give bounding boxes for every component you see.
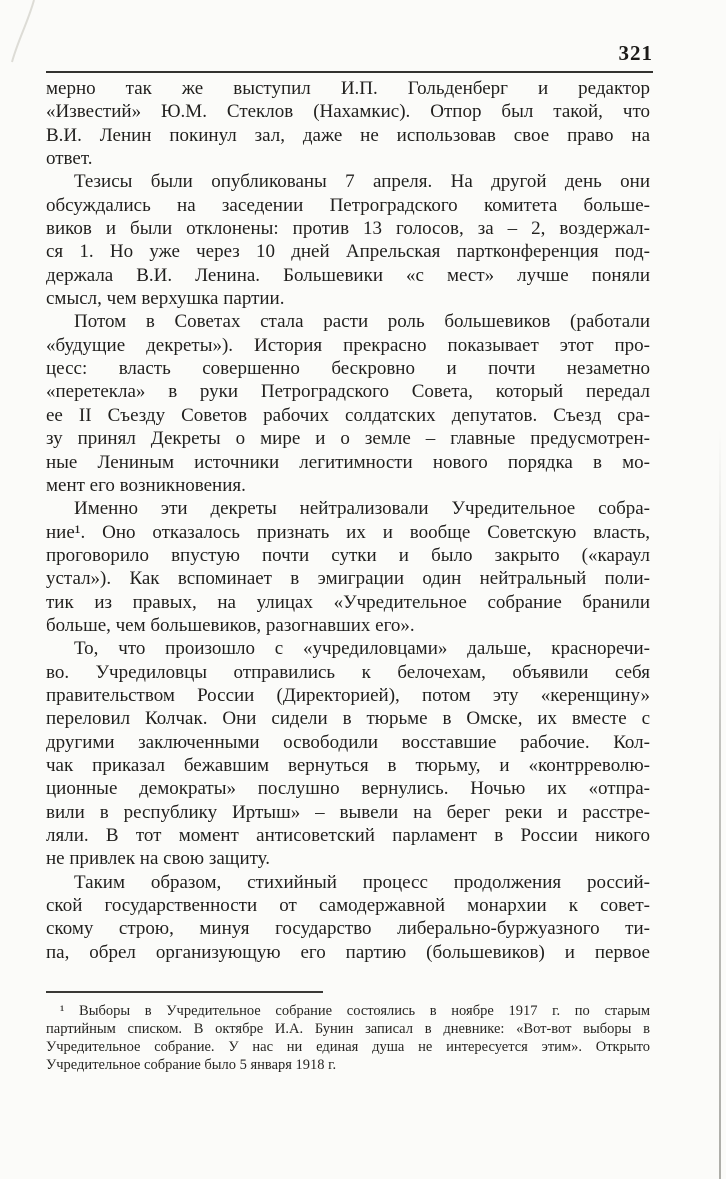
text-line: проговорило впустую почти сутки и было закрыто («караул [46, 544, 650, 566]
text-line: виков и были отклонены: против 13 голосов, за – 2, воздержал- [46, 218, 650, 240]
text-line: Тезисы были опубликованы 7 апреля. На другой день они [74, 171, 650, 193]
text-line: Таким образом, стихийный процесс продолжения россий- [74, 871, 650, 893]
paragraph [46, 497, 650, 637]
text-line: во. Учредиловцы отправились к белочехам, объявили себя [46, 661, 650, 683]
header-rule [46, 71, 653, 73]
text-line: ные Лениным источники легитимности нового порядка в мо- [46, 451, 650, 473]
text-line: Потом в Советах стала расти роль большевиков (работали [74, 311, 650, 333]
text-line: смысл, чем верхушка партии. [46, 288, 285, 310]
paragraph [46, 871, 650, 964]
text-line: правительством России (Директорией), потом эту «керенщину» [46, 684, 650, 706]
text-line: ской государственности от самодержавной монархии к совет- [46, 895, 650, 917]
footnote [46, 1003, 650, 1075]
text-line: чак приказал бежавшим вернуться в тюрьму, и «контрреволю- [46, 754, 650, 776]
paragraph [46, 170, 650, 310]
text-line-with-footnote-ref: ние¹. Оно отказалось признать их и вообще Советскую власть, [46, 521, 650, 543]
text-line: держала В.И. Ленина. Большевики «с мест» лучше поняли [46, 264, 650, 286]
page-number: 321 [618, 41, 653, 65]
footnote-separator-rule [46, 991, 323, 993]
text-line: То, что произошло с «учредиловцами» дальше, красноречи- [74, 638, 650, 660]
text-line: тик из правых, на улицах «Учредительное собрание бранили [46, 591, 650, 613]
scan-edge-artifact [719, 430, 721, 1179]
text-line: переловил Колчак. Они сидели в тюрьме в Омске, их вместе с [46, 708, 650, 730]
text-line: «перетекла» в руки Петроградского Совета, который передал [46, 381, 650, 403]
paragraph [46, 310, 650, 497]
text-line: устал»). Как вспоминает в эмиграции один нейтральный поли- [46, 568, 650, 590]
text-line: больше, чем большевиков, разогнавших его». [46, 614, 415, 636]
text-line: ционные демократы» послушно вернулись. Ночью их «отпра- [46, 778, 650, 800]
text-line: обсуждались на заседении Петроградского комитета больше- [46, 194, 650, 216]
text-line: «будущие декреты»). История прекрасно показывает этот про- [46, 334, 650, 356]
text-line: зу принял Декреты о мире и о земле – главные предусмотрен- [46, 428, 650, 450]
footnote-line: ¹ Выборы в Учредительное собрание состоялись в ноябре 1917 г. по старым [60, 1003, 650, 1019]
text-line: другими заключенными освободили восставшие рабочие. Кол- [46, 731, 650, 753]
footnote-line: Учредительное собрание было 5 января 1918 г. [46, 1056, 337, 1073]
text-line: не привлек на свою защиту. [46, 848, 271, 870]
text-line: мерно так же выступил И.П. Гольденберг и редактор [46, 78, 650, 99]
text-line: ляли. В тот момент антисоветский парламент в России никого [46, 825, 650, 846]
text-line: скому строю, минуя государство либерально-буржуазного ти- [46, 918, 650, 940]
footnote-line: партийным списком. В октябре И.А. Бунин записал в дневнике: «Вот-вот выборы в [46, 1020, 650, 1037]
text-line: цесс: власть совершенно бескровно и почти незаметно [46, 358, 650, 380]
text-line: ся 1. Но уже через 10 дней Апрельская партконференция под- [46, 241, 650, 263]
text-line: В.И. Ленин покинул зал, даже не использовав свое право на [46, 124, 650, 146]
text-line: «Известий» Ю.М. Стеклов (Нахамкис). Отпор был такой, что [46, 101, 650, 123]
paragraph [46, 77, 650, 170]
text-line: па, обрел организующую его партию (большевиков) и первое [46, 941, 650, 963]
footnote-line: Учредительное собрание. У нас ни единая душа не интересуется этим». Открыто [46, 1038, 650, 1055]
paragraph [46, 637, 650, 870]
text-line: ее II Съезду Советов рабочих солдатских депутатов. Съезд сра- [46, 404, 650, 426]
text-line: ответ. [46, 148, 93, 170]
text-line: мент его возникновения. [46, 474, 246, 496]
text-line: Именно эти декреты нейтрализовали Учредительное собра- [74, 498, 650, 520]
page-body [46, 77, 650, 964]
text-line: вили в республику Иртыш» – вывели на берег реки и расстре- [46, 801, 650, 823]
